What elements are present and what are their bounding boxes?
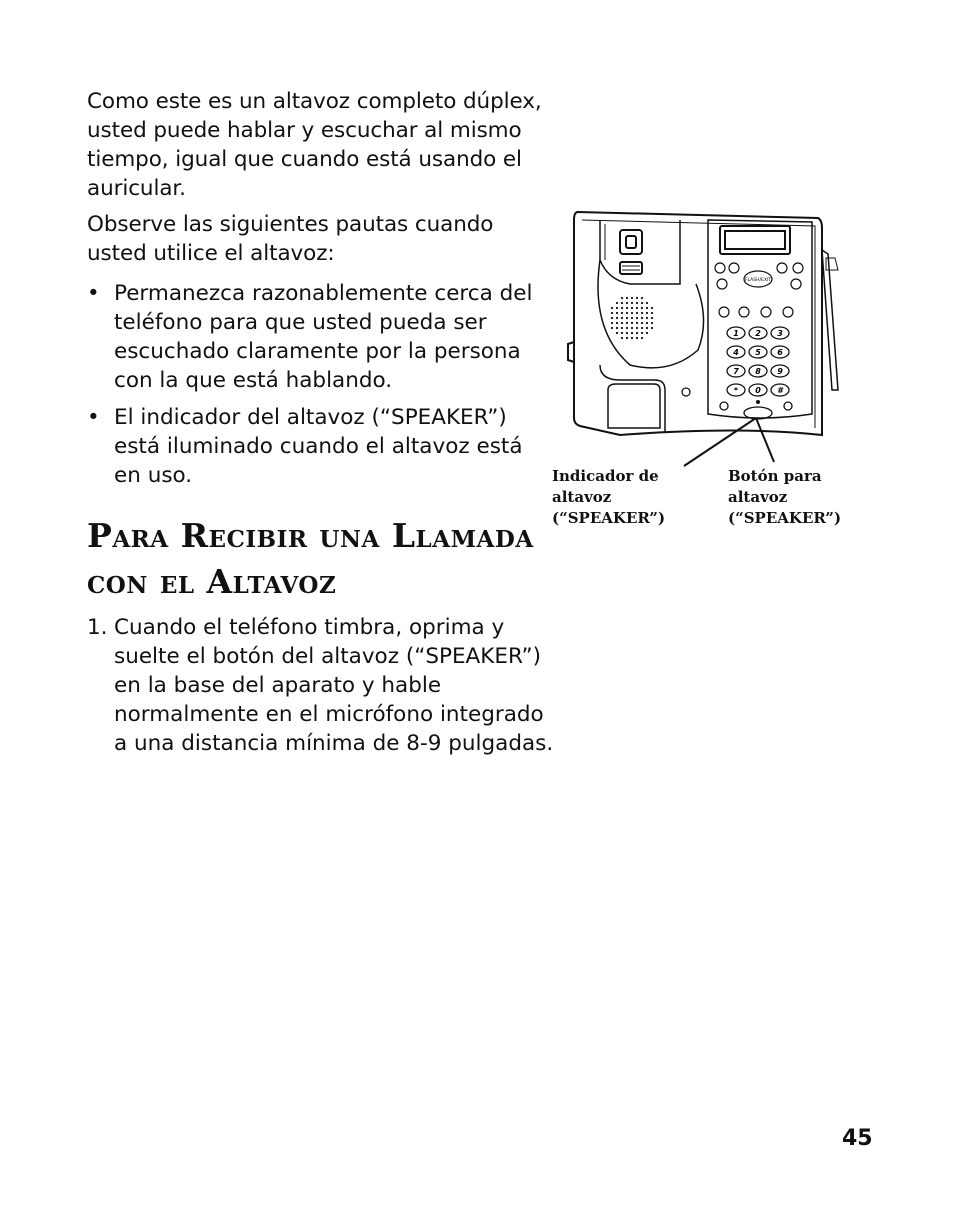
step-text: Cuando el teléfono timbra, oprima y suelte el botón del altavoz (“SPEAKER”) en la base del aparato y hable normalmente en el micrófono integrado a una distancia mínima de 8-9 pulgadas. <box>114 615 554 756</box>
bullet-text: El indicador del altavoz (“SPEAKER”) está iluminado cuando el altavoz está en uso. <box>114 405 523 488</box>
step-number: 1. <box>87 615 108 640</box>
key-0: 0 <box>755 386 761 395</box>
key-6: 6 <box>777 348 783 357</box>
key-5: 5 <box>755 348 761 357</box>
key-2: 2 <box>755 329 761 338</box>
bullet-mark: • <box>87 281 100 306</box>
section-heading-line-2: con el Altavoz <box>87 562 337 601</box>
speaker-button-caption: Botón para altavoz (“SPEAKER”) <box>728 467 842 527</box>
bullet-text: Permanezca razonablemente cerca del teléfono para que usted pueda ser escuchado claramente por la persona con la que está hablando. <box>114 281 533 393</box>
speaker-indicator-light <box>756 400 760 404</box>
bullet-mark: • <box>87 405 100 430</box>
key-1: 1 <box>733 329 739 338</box>
guidelines-paragraph: Observe las siguientes pautas cuando usted utilice el altavoz: <box>87 212 494 266</box>
key-9: 9 <box>777 367 783 376</box>
flash-exit-label: FLASH/EXIT <box>744 278 772 283</box>
key-4: 4 <box>733 348 739 357</box>
key-star: * <box>733 386 739 395</box>
speaker-indicator-caption: Indicador de altavoz (“SPEAKER”) <box>552 467 666 527</box>
page-number: 45 <box>842 1126 873 1151</box>
phone-base-illustration <box>560 200 860 470</box>
intro-paragraph: Como este es un altavoz completo dúplex, usted puede hablar y escuchar al mismo tiempo, igual que cuando está usando el auricular. <box>87 89 542 201</box>
section-heading-line-1: Para Recibir una Llamada <box>87 516 534 555</box>
key-8: 8 <box>755 367 761 376</box>
key-7: 7 <box>733 367 739 376</box>
key-3: 3 <box>777 329 783 338</box>
key-hash: # <box>777 386 783 395</box>
